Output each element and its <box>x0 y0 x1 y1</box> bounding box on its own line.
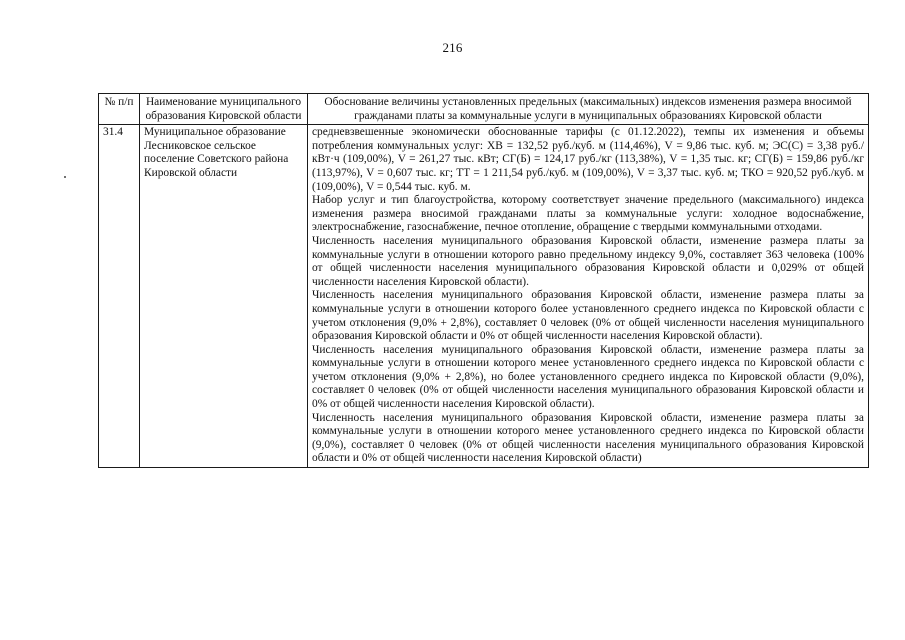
header-municipality-name: Наименование муниципального образования Кировской области <box>140 94 308 125</box>
services-set-paragraph: Набор услуг и тип благоустройства, которому соответствует значение предельного (максимального) индекса изменения размера вносимой гражданами платы за коммунальные услуги: холодное водоснабжение, электроснабжение, газоснабжение, печное отопление, обращение с твердыми коммунальными отходами. <box>312 194 864 234</box>
population-below-paragraph: Численность населения муниципального образования Кировской области, изменение размера платы за коммунальные услуги в отношении которого менее установленного среднего индекса по Кировской области (9,0%), составляет 0 человек (0% от общей численности населения муниципального образования Кировской области и 0% от общей численности населения Кировской области) <box>312 411 864 465</box>
header-basis: Обоснование величины установленных предельных (максимальных) индексов изменения размера вносимой гражданами платы за коммунальные услуги в муниципальных образованиях Кировской области <box>308 94 869 125</box>
tariffs-paragraph: средневзвешенные экономически обоснованные тарифы (с 01.12.2022), темпы их изменения и объемы потребления коммунальных услуг: ХВ = 132,52 руб./куб. м (114,46%), V = 9,86 тыс. куб. м; ЭС(С) = 3,38 руб./кВт·ч (109,00%), V = 261,27 тыс. кВт; СГ(Б) = 124,17 руб./кг (113,38%), V = 1,35 тыс. кг; СГ(Б) = 159,86 руб./кг (113,97%), V = 0,607 тыс. кг; ТТ = 1 211,54 руб./куб. м (109,00%), V = 3,37 тыс. куб. м; ТКО = 920,52 руб./куб. м (109,00%), V = 0,544 тыс. куб. м. <box>312 126 864 193</box>
tariff-index-table <box>98 93 869 468</box>
table-header-row <box>99 94 869 125</box>
population-equal-paragraph: Численность населения муниципального образования Кировской области, изменение размера платы за коммунальные услуги в отношении которого равно предельному индексу 9,0%, составляет 363 человека (100% от общей численности населения муниципального образования Кировской области и 0,029% от общей численности населения Кировской области). <box>312 234 864 288</box>
scan-speck <box>64 176 66 178</box>
basis-cell <box>308 125 869 468</box>
population-between-paragraph: Численность населения муниципального образования Кировской области, изменение размера платы за коммунальные услуги в отношении которого менее установленного среднего индекса по Кировской области с учетом отклонения (9,0% + 2,8%), но более установленного среднего индекса по Кировской области (9,0%), составляет 0 человек (0% от общей численности населения муниципального образования Кировской области и 0% от общей численности населения Кировской области). <box>312 343 864 411</box>
row-number: 31.4 <box>99 125 140 468</box>
municipality-name: Муниципальное образование Лесниковское сельское поселение Советского района Кировской области <box>140 125 308 468</box>
population-above-paragraph: Численность населения муниципального образования Кировской области, изменение размера платы за коммунальные услуги в отношении которого более установленного среднего индекса по Кировской области с учетом отклонения (9,0% + 2,8%), составляет 0 человек (0% от общей численности населения муниципального образования Кировской области и 0% от общей численности населения Кировской области). <box>312 289 864 343</box>
header-number: № п/п <box>99 94 140 125</box>
page-number: 216 <box>442 40 463 55</box>
table-row <box>99 125 869 468</box>
